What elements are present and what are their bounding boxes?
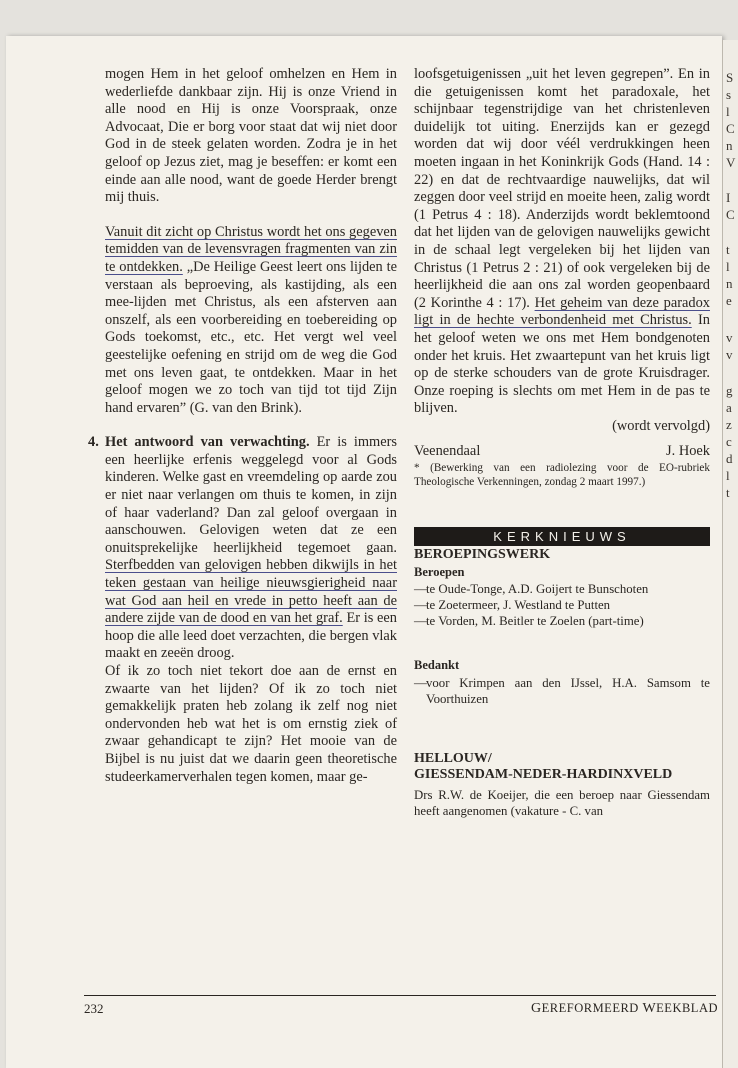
underlined-passage: Het geheim van deze paradox ligt in de hechte verbondenheid met Christus.	[414, 294, 710, 329]
paragraph: Drs R.W. de Koeijer, die een beroep naar Giessendam heeft aangenomen (vakature - C. van	[414, 787, 710, 818]
section-heading: BEROEPINGSWERK	[414, 547, 551, 563]
right-column	[414, 66, 710, 819]
edge-letter: C	[726, 121, 735, 136]
edge-letter: t	[726, 242, 730, 257]
edge-letter: l	[726, 259, 730, 274]
adjacent-page-edge	[722, 40, 738, 1068]
to-be-continued: (wordt vervolgd)	[612, 417, 710, 434]
paragraph: mogen Hem in het geloof omhelzen en Hem in wederliefde dankbaar zijn. Hij is onze Vriend in alle nood en Hij is onze Voorspraak, onze Advocaat, Die er borg voor staat dat wij niet door God in de steek gelaten worden. Zodra je in het geloof op Jezus ziet, mag je beseffen: er komt een einde aan alle nood, want de goede Herder brengt mij thuis.	[105, 66, 397, 206]
edge-letter: S	[726, 70, 734, 85]
edge-letter: c	[726, 434, 732, 449]
author-name: J. Hoek	[666, 443, 710, 460]
place-name: Veenendaal	[414, 443, 481, 460]
subheading: Beroepen	[414, 564, 465, 579]
left-column	[88, 66, 397, 786]
paragraph	[414, 66, 710, 418]
edge-letter: l	[726, 468, 730, 483]
paragraph	[105, 224, 397, 418]
edge-letter: V	[726, 155, 736, 170]
underlined-passage: Vanuit dit zicht op Christus wordt het ons gegeven temidden van de levensvragen fragmenten van zin te ontdekken.	[105, 223, 397, 275]
edge-letter: v	[726, 330, 733, 345]
footnote: * (Bewerking van een radiolezing voor de EO-rubriek Theologische Verkenningen, zondag 2 maart 1997.)	[414, 462, 710, 489]
list-item: —te Oude-Tonge, A.D. Goijert te Bunschoten	[414, 582, 649, 597]
list-item: —te Zoetermeer, J. Westland te Putten	[414, 598, 611, 613]
paragraph-heading: Het antwoord van verwachting.	[105, 434, 310, 451]
edge-letter: e	[726, 293, 732, 308]
paragraph-text: Er is een hoop die alle leed doet verzachten, die bergen vlak maakt en zeeën droog.	[105, 610, 397, 662]
quote-text: „De Heilige Geest leert ons lijden te verstaan als beproeving, als kastijding, als een mee-lijden met Christus, als een afsterven aan onszelf, als een voorbereiding en toebereiding op Gods toekomst, etc., etc. Het vergt wel veel geestelijke oefening en strijd om de weg die God met ons leven gaat, te ontdekken. Maar in het geloof mogen we zo toch van tijd tot tijd Zijn hand ervaren” (G. van den Brink).	[105, 258, 397, 416]
underlined-passage: Sterfbedden van gelovigen hebben dikwijls in het teken gestaan van heilige nieuwsgierigheid naar wat God aan heil en vrede in petto heeft aan de andere zijde van de dood en van het graf.	[105, 557, 397, 627]
list-item: —te Vorden, M. Beitler te Zoelen (part-time)	[414, 614, 644, 629]
edge-letter: l	[726, 104, 730, 119]
journal-name: GEREFORMEERD WEEKBLAD	[531, 1001, 718, 1016]
subheading: Bedankt	[414, 658, 460, 673]
edge-letter: v	[726, 347, 733, 362]
paragraph-text: In het geloof weten we ons met Hem bondgenoten onder het kruis. Het zwaartepunt van het kruis ligt op de sterke schouders van de grote Kruisdrager. Onze roeping is slechts om met Hem in de pas te blijven.	[414, 312, 710, 417]
edge-letter: s	[726, 87, 732, 102]
list-item: —voor Krimpen aan den IJssel, H.A. Samsom te Voorthuizen	[414, 675, 710, 706]
list-number: 4.	[88, 434, 99, 451]
edge-letter: t	[726, 485, 730, 500]
edge-letter: C	[726, 207, 735, 222]
footer-rule	[84, 995, 716, 996]
paragraph-text: Er is immers een heerlijke erfenis weggelegd voor al Gods kinderen. Welke gast en vreemdeling op aarde zou er niet naar verlangen om thuis te komen, in zijn of haar vaderland? Dan zal geloof overgaan in aanschouwen. Gelovigen weten dat ze een onuitsprekelijke heerlijkheid tegemoet gaan.	[105, 434, 397, 556]
edge-letter: d	[726, 451, 733, 466]
edge-letter: n	[726, 276, 733, 291]
page-number: 232	[84, 1001, 104, 1016]
numbered-paragraph	[88, 434, 397, 663]
edge-letter: n	[726, 138, 733, 153]
section-banner: KERKNIEUWS	[414, 527, 710, 546]
edge-letter: I	[726, 190, 731, 205]
edge-letter: a	[726, 400, 732, 415]
signature-line	[414, 443, 710, 461]
section-heading: HELLOUW/ GIESSENDAM-NEDER-HARDINXVELD	[414, 750, 673, 782]
edge-letter: z	[726, 417, 732, 432]
paragraph: Of ik zo toch niet tekort doe aan de ernst en zwaarte van het lijden? Of ik zo toch niet gemakkelijk praten heb zolang ik zelf nog niet ondervonden heb wat het is om ernstig ziek of zwaar gehandicapt te zijn? Het mooie van de Bijbel is nu juist dat we daarin geen theoretische studeerkamerverhalen tegen komen, maar ge-	[105, 663, 397, 785]
edge-letter: g	[726, 383, 733, 398]
paragraph-text: loofsgetuigenissen „uit het leven gegrepen”. En in die getuigenissen komt het paradoxale, het schijnbaar tegenstrijdige van het christenleven duidelijk tot uiting. Enerzijds kan er gezegd worden dat wij door véél verdrukkingen heen moeten ingaan in het Koninkrijk Gods (Hand. 14 : 22) en dat de rechtvaardige nauwelijks, dat wil zeggen door veel strijd en moeite heen, zalig wordt (1 Petrus 4 : 18). Anderzijds wordt beklemtoond dat het lijden van de gelovigen nauwelijks gewicht in de schaal legt vergeleken bij het lijden van Christus (1 Petrus 2 : 21) of ook vergeleken bij de heerlijkheid die aan ons zal worden geopenbaard (2 Korinthe 4 : 17).	[414, 66, 710, 311]
